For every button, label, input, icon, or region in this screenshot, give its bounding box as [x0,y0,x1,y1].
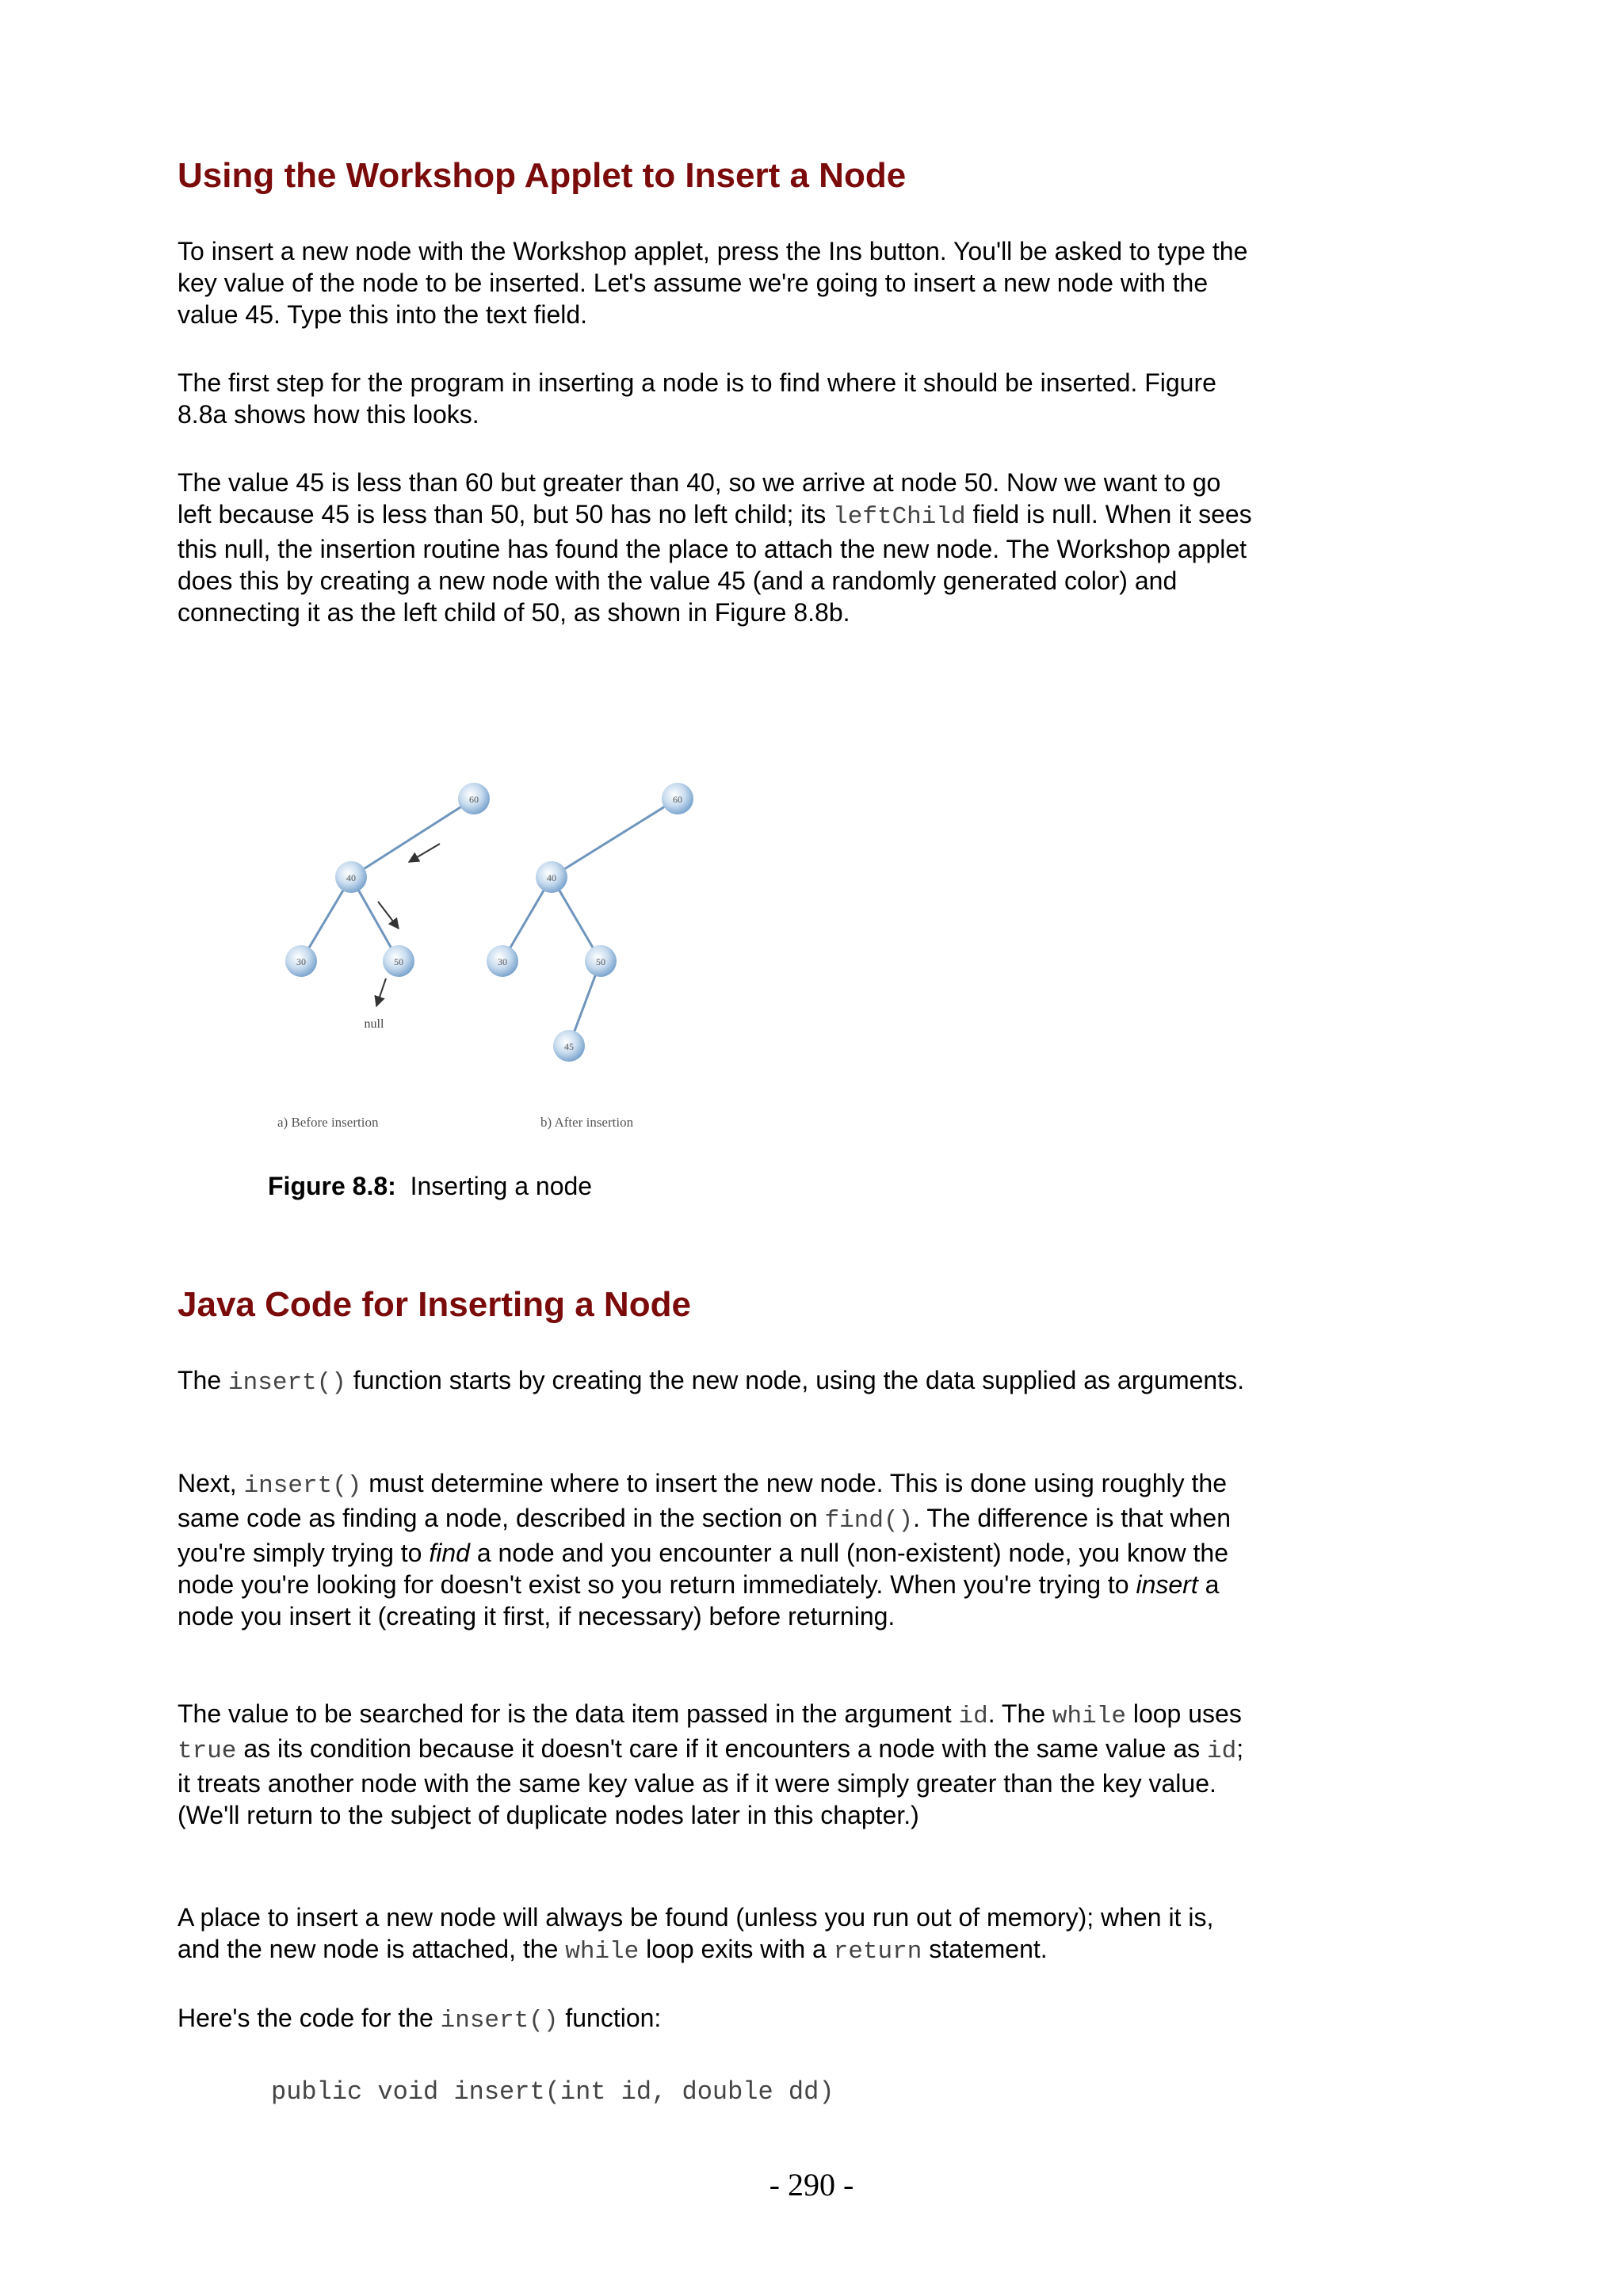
code-while: while [1052,1703,1126,1730]
tree-node [383,945,414,977]
page-number: - 290 - [769,2167,854,2203]
code-id: id [1207,1737,1237,1765]
tree-before-insertion [277,783,490,1130]
code-insert: insert() [243,1472,362,1500]
search-arrow [378,902,399,929]
search-arrow [376,978,386,1006]
null-label: null [364,1017,384,1031]
code-while: while [565,1938,640,1966]
code-insert: insert() [228,1369,346,1397]
svg-text:50: 50 [394,956,403,967]
figure-caption-after: b) After insertion [540,1115,634,1130]
svg-text:40: 40 [346,872,356,883]
svg-text:60: 60 [673,794,682,805]
code-leftchild: leftChild [833,503,966,531]
tree-after-insertion [487,783,693,1130]
tree-node [585,945,617,977]
paragraph-search-value: The value to be searched for is the data item passed in the argument id. The while loop uses true as its condition because it doesn't care if it encounters a node with the same value as id; it treats another node with the same key value as if it were simply greater than the key value. (We'll return to the subject of duplicate nodes later in this chapter.) [178,1699,1244,1829]
paragraph-intro: To insert a new node with the Workshop applet, press the Ins button. You'll be asked to type the key value of the node to be inserted. Let's assume we're going to insert a new node with the value 45. Type this into the text field. [178,237,1248,329]
paragraph-insertion-walkthrough: The value 45 is less than 60 but greater than 40, so we arrive at node 50. Now we want to go left because 45 is less than 50, but 50 has no left child; its leftChild field is null. When it sees this null, the insertion routine has found the place to attach the new node. The Workshop applet does this by creating a new node with the value 45 (and a randomly generated color) and connecting it as the left child of 50, as shown in Figure 8.8b. [178,468,1252,627]
figure-binary-tree-insertion [269,761,729,1141]
tree-node [285,945,317,977]
paragraph-insert-location: Next, insert() must determine where to insert the new node. This is done using roughly the same code as finding a node, described in the section on find(). The difference is that when you're simply trying to find a node and you encounter a null (non-existent) node, you know the node you're looking for doesn't exist so you return immediately. When you're trying to insert a node you insert it (creating it first, if necessary) before returning. [178,1469,1231,1630]
tree-node [487,945,518,977]
tree-node [536,861,567,893]
figure-caption-label: Figure 8.8: [268,1172,396,1200]
tree-node [458,783,490,814]
svg-text:50: 50 [596,956,605,967]
search-arrow [409,844,440,862]
svg-text:30: 30 [296,956,306,967]
code-listing-line: public void insert(int id, double dd) [271,2077,834,2107]
svg-text:45: 45 [564,1041,574,1052]
paragraph-code-intro: Here's the code for the insert() function: [178,2004,662,2035]
section-heading-insert-applet: Using the Workshop Applet to Insert a Node [178,156,907,195]
section-heading-java-code: Java Code for Inserting a Node [178,1285,691,1324]
svg-text:60: 60 [469,794,479,805]
tree-node [335,861,367,893]
tree-node-inserted [553,1030,585,1062]
code-id: id [958,1703,988,1730]
figure-caption-text: Inserting a node [410,1172,593,1200]
tree-node [662,783,693,814]
svg-text:30: 30 [498,956,507,967]
code-find: find() [824,1507,914,1535]
figure-caption [268,1170,592,1202]
paragraph-find-step: The first step for the program in inserting a node is to find where it should be inserted. Figure 8.8a shows how this looks. [178,368,1216,429]
code-return: return [833,1938,922,1966]
paragraph-insert-creates-node: The insert() function starts by creating the new node, using the data supplied as arguments. [178,1366,1244,1397]
code-true: true [178,1737,237,1765]
code-insert: insert() [440,2007,559,2035]
svg-text:40: 40 [547,872,556,883]
figure-caption-before: a) Before insertion [277,1115,379,1130]
paragraph-insert-found: A place to insert a new node will always be found (unless you run out of memory); when it is, and the new node is attached, the while loop exits with a return statement. [178,1903,1214,1966]
